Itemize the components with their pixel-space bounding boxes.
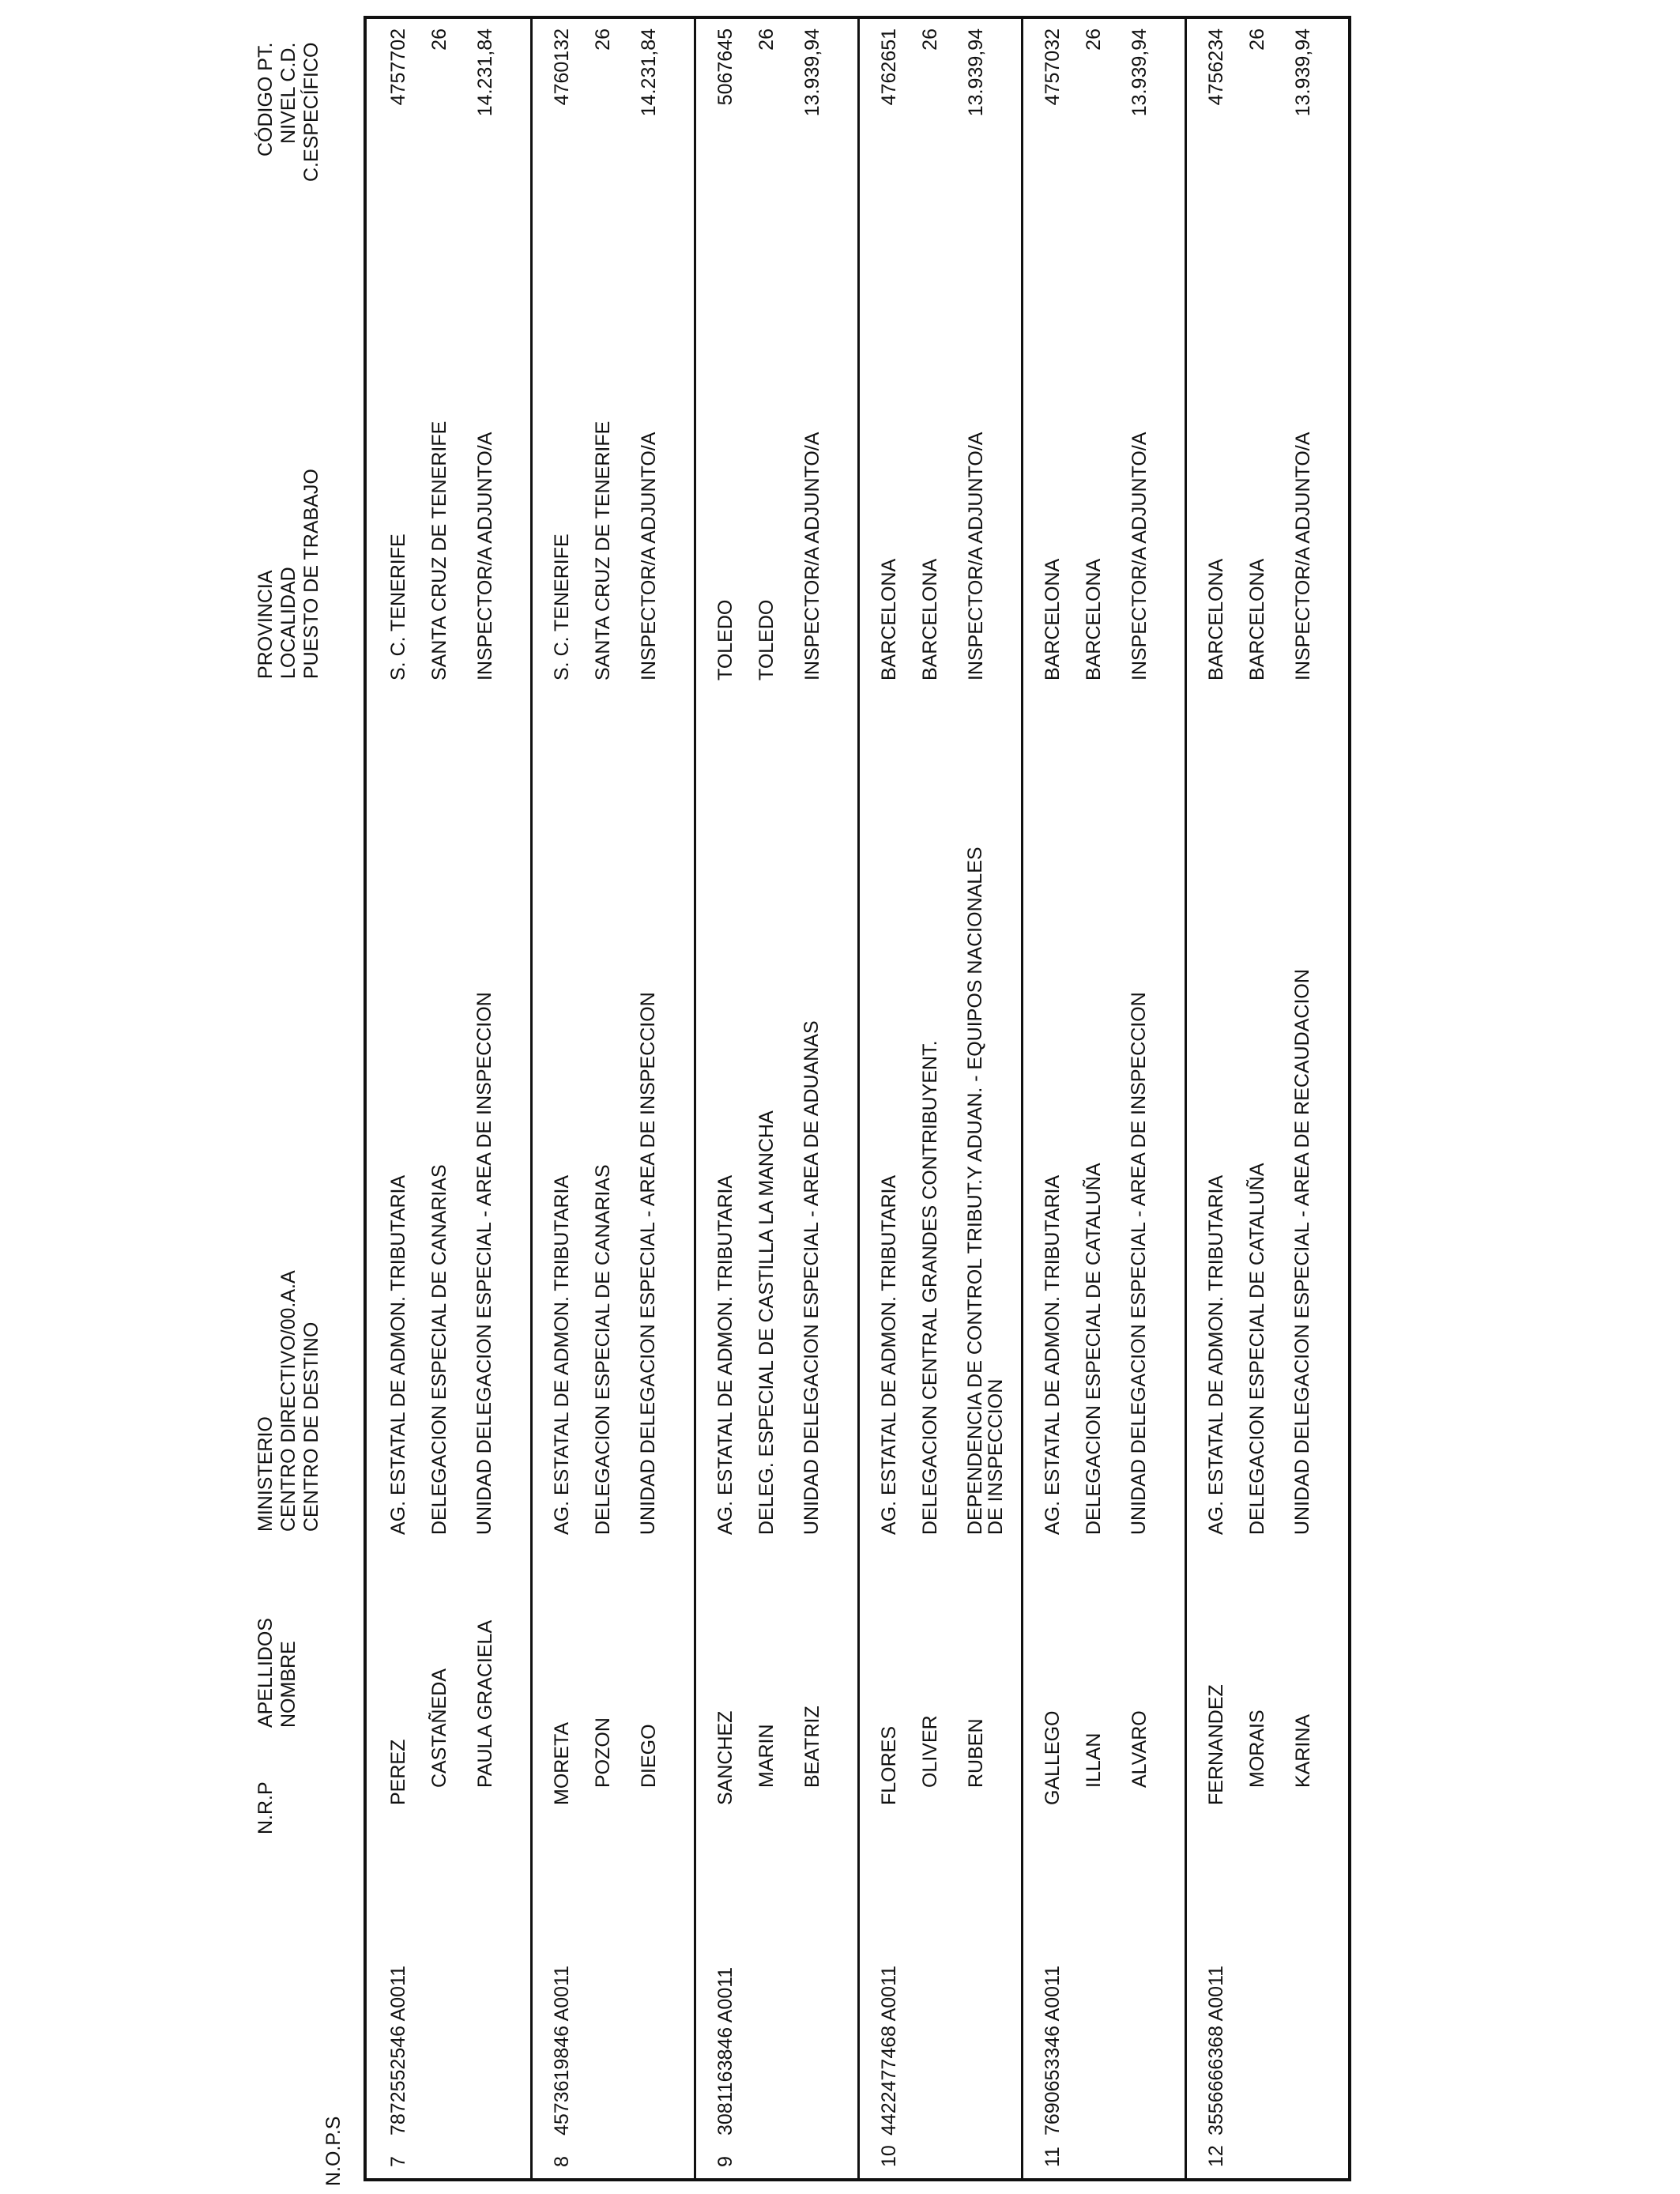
- especifico-cell: 14.231,84: [638, 28, 660, 117]
- centro-directivo-cell: DELEGACION ESPECIAL DE CANARIAS: [428, 1164, 450, 1535]
- nivel-cell: 26: [592, 28, 614, 51]
- centro-directivo-cell: DELEGACION ESPECIAL DE CATALUÑA: [1246, 1163, 1268, 1535]
- apellido1-cell: PEREZ: [387, 1739, 409, 1805]
- header-centro-directivo-label: CENTRO DIRECTIVO/00.A.A: [277, 1270, 299, 1532]
- centro-destino-cell: UNIDAD DELEGACION ESPECIAL - AREA DE ADUANAS: [800, 1020, 823, 1535]
- nops-cell: 7: [387, 2156, 409, 2167]
- nivel-cell: 26: [1246, 28, 1268, 51]
- header-provincia-label: PROVINCIA: [254, 570, 277, 679]
- puesto-cell: INSPECTOR/A ADJUNTO/A: [1292, 432, 1314, 680]
- centro-directivo-cell: DELEGACION CENTRAL GRANDES CONTRIBUYENT.: [919, 1040, 941, 1535]
- especifico-cell: 13.939,94: [1128, 28, 1151, 117]
- header-nops-label: N.O.P.S: [322, 2116, 345, 2186]
- apellido1-cell: MORETA: [551, 1721, 573, 1805]
- codigo-cell: 4757032: [1042, 28, 1064, 106]
- centro-destino-cell: UNIDAD DELEGACION ESPECIAL - AREA DE RECAUDACION: [1291, 969, 1313, 1535]
- puesto-cell: INSPECTOR/A ADJUNTO/A: [1128, 432, 1151, 680]
- centro-destino-cell: DEPENDENCIA DE CONTROL TRIBUT.Y ADUAN. - EQUIPOS NACIONALES DE INSPECCION: [964, 846, 1007, 1535]
- provincia-cell: S. C. TENERIFE: [551, 533, 573, 680]
- especifico-cell: 13.939,94: [1292, 28, 1314, 117]
- nombre-cell: ALVARO: [1128, 1710, 1151, 1788]
- record-row: [694, 19, 860, 2178]
- ministerio-cell: AG. ESTATAL DE ADMON. TRIBUTARIA: [1205, 1174, 1227, 1535]
- codigo-cell: 4756234: [1205, 28, 1227, 106]
- apellido2-cell: ILLAN: [1083, 1732, 1105, 1788]
- apellido2-cell: CASTAÑEDA: [428, 1668, 450, 1788]
- nrp-cell: 7690653346 A0011: [1042, 1965, 1064, 2136]
- records-table: [363, 16, 1351, 2181]
- nops-cell: 8: [551, 2156, 573, 2167]
- localidad-cell: BARCELONA: [919, 558, 941, 680]
- centro-directivo-cell: DELEGACION ESPECIAL DE CATALUÑA: [1083, 1163, 1105, 1535]
- apellido1-cell: FLORES: [878, 1725, 900, 1805]
- nombre-cell: DIEGO: [638, 1724, 660, 1788]
- apellido2-cell: OLIVER: [919, 1715, 941, 1788]
- nops-cell: 9: [714, 2156, 736, 2167]
- nrp-cell: 7872552546 A0011: [387, 1965, 409, 2136]
- especifico-cell: 14.231,84: [474, 28, 496, 117]
- record-row: [367, 19, 533, 2178]
- nivel-cell: 26: [919, 28, 941, 51]
- header-apellidos-nombre: [254, 1618, 300, 1728]
- header-provincia: [254, 469, 323, 679]
- nrp-cell: 3556666368 A0011: [1205, 1965, 1227, 2136]
- apellido1-cell: FERNANDEZ: [1205, 1684, 1227, 1805]
- nops-cell: 10: [878, 2145, 900, 2167]
- apellido1-cell: SANCHEZ: [714, 1710, 736, 1805]
- provincia-cell: S. C. TENERIFE: [387, 533, 409, 680]
- nombre-cell: BEATRIZ: [801, 1706, 823, 1788]
- header-especifico-label: C.ESPECÍFICO: [300, 42, 322, 182]
- centro-directivo-cell: DELEGACION ESPECIAL DE CANARIAS: [592, 1164, 614, 1535]
- apellido1-cell: GALLEGO: [1042, 1710, 1064, 1805]
- ministerio-cell: AG. ESTATAL DE ADMON. TRIBUTARIA: [1042, 1174, 1064, 1535]
- nops-cell: 11: [1042, 2147, 1064, 2167]
- nrp-cell: 3081163846 A0011: [714, 1966, 736, 2136]
- nivel-cell: 26: [755, 28, 778, 51]
- puesto-cell: INSPECTOR/A ADJUNTO/A: [965, 432, 987, 680]
- nombre-cell: RUBEN: [965, 1718, 987, 1788]
- localidad-cell: TOLEDO: [755, 599, 778, 680]
- record-row: [1185, 19, 1348, 2178]
- provincia-cell: BARCELONA: [1042, 558, 1064, 680]
- especifico-cell: 13.939,94: [965, 28, 987, 117]
- codigo-cell: 4757702: [387, 28, 409, 106]
- header-apellidos-label: APELLIDOS: [254, 1618, 277, 1728]
- apellido2-cell: MARIN: [755, 1724, 778, 1788]
- nrp-cell: 4422477468 A0011: [878, 1965, 900, 2136]
- header-codigo-label: CÓDIGO PT.: [254, 42, 277, 157]
- puesto-cell: INSPECTOR/A ADJUNTO/A: [638, 432, 660, 680]
- nombre-cell: KARINA: [1292, 1713, 1314, 1788]
- puesto-cell: INSPECTOR/A ADJUNTO/A: [801, 432, 823, 680]
- provincia-cell: BARCELONA: [1205, 558, 1227, 680]
- header-codigo: [254, 43, 323, 182]
- header-centro-destino-label: CENTRO DE DESTINO: [300, 1321, 322, 1532]
- localidad-cell: SANTA CRUZ DE TENERIFE: [592, 420, 614, 680]
- apellido2-cell: MORAIS: [1246, 1710, 1268, 1788]
- centro-directivo-cell: DELEG. ESPECIAL DE CASTILLA LA MANCHA: [755, 1110, 778, 1535]
- localidad-cell: SANTA CRUZ DE TENERIFE: [428, 420, 450, 680]
- header-puesto-label: PUESTO DE TRABAJO: [300, 469, 322, 679]
- nrp-cell: 4573619846 A0011: [551, 1965, 573, 2136]
- localidad-cell: BARCELONA: [1083, 558, 1105, 680]
- provincia-cell: BARCELONA: [878, 558, 900, 680]
- record-row: [530, 19, 696, 2178]
- nivel-cell: 26: [428, 28, 450, 51]
- centro-destino-cell: UNIDAD DELEGACION ESPECIAL - AREA DE INSPECCION: [1128, 992, 1150, 1535]
- nops-cell: 12: [1205, 2145, 1227, 2167]
- especifico-cell: 13.939,94: [801, 28, 823, 117]
- nombre-cell: PAULA GRACIELA: [474, 1619, 496, 1788]
- ministerio-cell: AG. ESTATAL DE ADMON. TRIBUTARIA: [714, 1174, 736, 1535]
- record-row: [1021, 19, 1187, 2178]
- codigo-cell: 4762651: [878, 28, 900, 106]
- header-nrp-label: N.R.P: [254, 1781, 277, 1834]
- header-localidad-label: LOCALIDAD: [277, 567, 299, 679]
- ministerio-cell: AG. ESTATAL DE ADMON. TRIBUTARIA: [551, 1174, 573, 1535]
- codigo-cell: 4760132: [551, 28, 573, 106]
- header-nrp: [254, 1781, 277, 1834]
- ministerio-cell: AG. ESTATAL DE ADMON. TRIBUTARIA: [387, 1174, 409, 1535]
- puesto-cell: INSPECTOR/A ADJUNTO/A: [474, 432, 496, 680]
- localidad-cell: BARCELONA: [1246, 558, 1268, 680]
- header-ministerio-label: MINISTERIO: [254, 1416, 277, 1532]
- header-ministerio: [254, 1270, 323, 1532]
- apellido2-cell: POZON: [592, 1717, 614, 1788]
- codigo-cell: 5067645: [714, 28, 736, 106]
- centro-destino-cell: UNIDAD DELEGACION ESPECIAL - AREA DE INSPECCION: [637, 992, 659, 1535]
- header-nops: [322, 2117, 345, 2186]
- record-row: [857, 19, 1023, 2178]
- centro-destino-cell: UNIDAD DELEGACION ESPECIAL - AREA DE INSPECCION: [473, 992, 495, 1535]
- header-nivel-label: NIVEL C.D.: [277, 42, 299, 144]
- nivel-cell: 26: [1083, 28, 1105, 51]
- header-nombre-label: NOMBRE: [277, 1641, 299, 1728]
- ministerio-cell: AG. ESTATAL DE ADMON. TRIBUTARIA: [878, 1174, 900, 1535]
- provincia-cell: TOLEDO: [714, 599, 736, 680]
